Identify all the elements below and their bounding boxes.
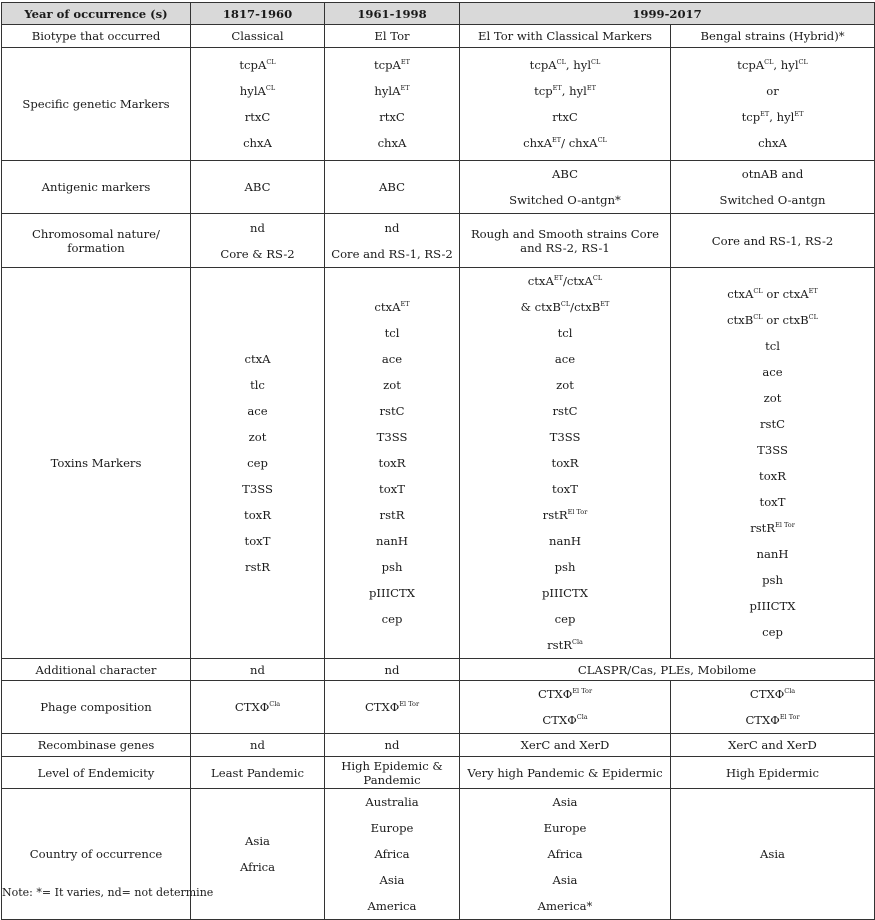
cell: nd xyxy=(325,659,460,681)
cell: ABC xyxy=(191,161,325,214)
cell xyxy=(325,48,460,161)
marker: rtxC xyxy=(379,110,405,124)
table-row xyxy=(2,48,875,161)
cell: ctxA$^{ET}$ tcl ace zot rstC T3SS toxR toxT rstR nanH psh pIIICTX cep xyxy=(325,268,460,659)
header-1961-1998: 1961-1998 xyxy=(325,3,460,25)
cell: $CTX\Phi^{El Tor}$ $CTX\Phi^{Cla}$ xyxy=(460,681,671,734)
marker: rtxC xyxy=(552,110,578,124)
cell: $CTX\Phi^{Cla}$ $CTX\Phi^{El Tor}$ xyxy=(671,681,875,734)
cell: XerC and XerD xyxy=(671,734,875,757)
cell: High Epidemic & Pandemic xyxy=(325,757,460,789)
cell: ABC Switched O-antgn* xyxy=(460,161,671,214)
row-label: Level of Endemicity xyxy=(2,757,191,789)
header-row xyxy=(2,3,875,25)
cell: Asia Africa xyxy=(191,789,325,920)
cell: Bengal strains (Hybrid)* xyxy=(671,25,875,48)
cell: Asia xyxy=(671,789,875,920)
cell: ctxA tlc ace zot cep T3SS toxR toxT rstR xyxy=(191,268,325,659)
marker: chxA$^{ET}$/ chxA$^{CL}$ xyxy=(523,136,607,150)
table-row xyxy=(2,659,875,681)
table-row xyxy=(2,25,875,48)
cell: Australia Europe Africa Asia America xyxy=(325,789,460,920)
cell: Least Pandemic xyxy=(191,757,325,789)
marker: hylA$^{ET}$ xyxy=(374,84,410,98)
cell: Asia Europe Africa Asia America* xyxy=(460,789,671,920)
cell: El Tor xyxy=(325,25,460,48)
marker: rtxC xyxy=(244,110,271,124)
marker: tcpA$^{ET}$ xyxy=(373,58,411,72)
header-1817-1960: 1817-1960 xyxy=(191,3,325,25)
cell: nd xyxy=(191,659,325,681)
marker: chxA xyxy=(377,136,407,150)
cell xyxy=(460,48,671,161)
cell xyxy=(191,48,325,161)
cell: CLASPR/Cas, PLEs, Mobilome xyxy=(460,659,875,681)
row-label: Toxins Markers xyxy=(2,268,191,659)
table-row xyxy=(2,214,875,268)
row-label: Biotype that occurred xyxy=(2,25,191,48)
header-1999-2017: 1999-2017 xyxy=(460,3,875,25)
cell: ABC xyxy=(325,161,460,214)
cell: High Epidermic xyxy=(671,757,875,789)
marker: tcp$^{ET}$, hyl$^{ET}$ xyxy=(741,110,804,124)
row-label: Chromosomal nature/ formation xyxy=(2,214,191,268)
marker: tcpA$^{CL}$ xyxy=(239,58,276,72)
cell: Classical xyxy=(191,25,325,48)
table-row xyxy=(2,734,875,757)
cell: Very high Pandemic & Epidermic xyxy=(460,757,671,789)
cell xyxy=(671,48,875,161)
table-row xyxy=(2,789,875,920)
marker: chxA xyxy=(758,136,787,150)
marker: hylA$^{CL}$ xyxy=(239,84,276,98)
header-year: Year of occurrence (s) xyxy=(2,3,191,25)
marker: tcpA$^{CL}$, hyl$^{CL}$ xyxy=(737,58,808,72)
table-row xyxy=(2,161,875,214)
cell: otnAB and Switched O-antgn xyxy=(671,161,875,214)
cell: nd Core and RS-1, RS-2 xyxy=(325,214,460,268)
cell: nd xyxy=(191,734,325,757)
marker: chxA xyxy=(243,136,272,150)
marker: or xyxy=(766,84,779,98)
table-note: Note: *= It varies, nd= not determine xyxy=(2,886,214,899)
marker: tcp$^{ET}$, hyl$^{ET}$ xyxy=(534,84,596,98)
row-label: Country of occurrence xyxy=(2,789,191,920)
cholera-markers-table xyxy=(1,2,875,920)
row-label: Additional character xyxy=(2,659,191,681)
cell: Core and RS-1, RS-2 xyxy=(671,214,875,268)
table-row xyxy=(2,681,875,734)
marker: tcpA$^{CL}$, hyl$^{CL}$ xyxy=(529,58,601,72)
row-label: Recombinase genes xyxy=(2,734,191,757)
cell: Rough and Smooth strains Core and RS-2, RS-1 xyxy=(460,214,671,268)
cell: XerC and XerD xyxy=(460,734,671,757)
table-row xyxy=(2,757,875,789)
cell: ctxA$^{ET}$/ctxA$^{CL}$ & ctxB$^{CL}$/ctxB$^{ET}$ tcl ace zot rstC T3SS toxR toxT rstR$^{El Tor}$ nanH psh pIIICTX cep rstR$^{Cla}$ xyxy=(460,268,671,659)
cell: nd Core & RS-2 xyxy=(191,214,325,268)
cell: nd xyxy=(325,734,460,757)
row-label: Antigenic markers xyxy=(2,161,191,214)
cell: El Tor with Classical Markers xyxy=(460,25,671,48)
cell: $CTX\Phi^{Cla}$ xyxy=(191,681,325,734)
row-label: Phage composition xyxy=(2,681,191,734)
cell: ctxA$^{CL}$ or ctxA$^{ET}$ ctxB$^{CL}$ or ctxB$^{CL}$ tcl ace zot rstC T3SS toxR toxT rstR$^{El Tor}$ nanH psh pIIICTX cep xyxy=(671,268,875,659)
row-label: Specific genetic Markers xyxy=(2,48,191,161)
table-row xyxy=(2,268,875,659)
cell: $CTX\Phi^{El Tor}$ xyxy=(325,681,460,734)
